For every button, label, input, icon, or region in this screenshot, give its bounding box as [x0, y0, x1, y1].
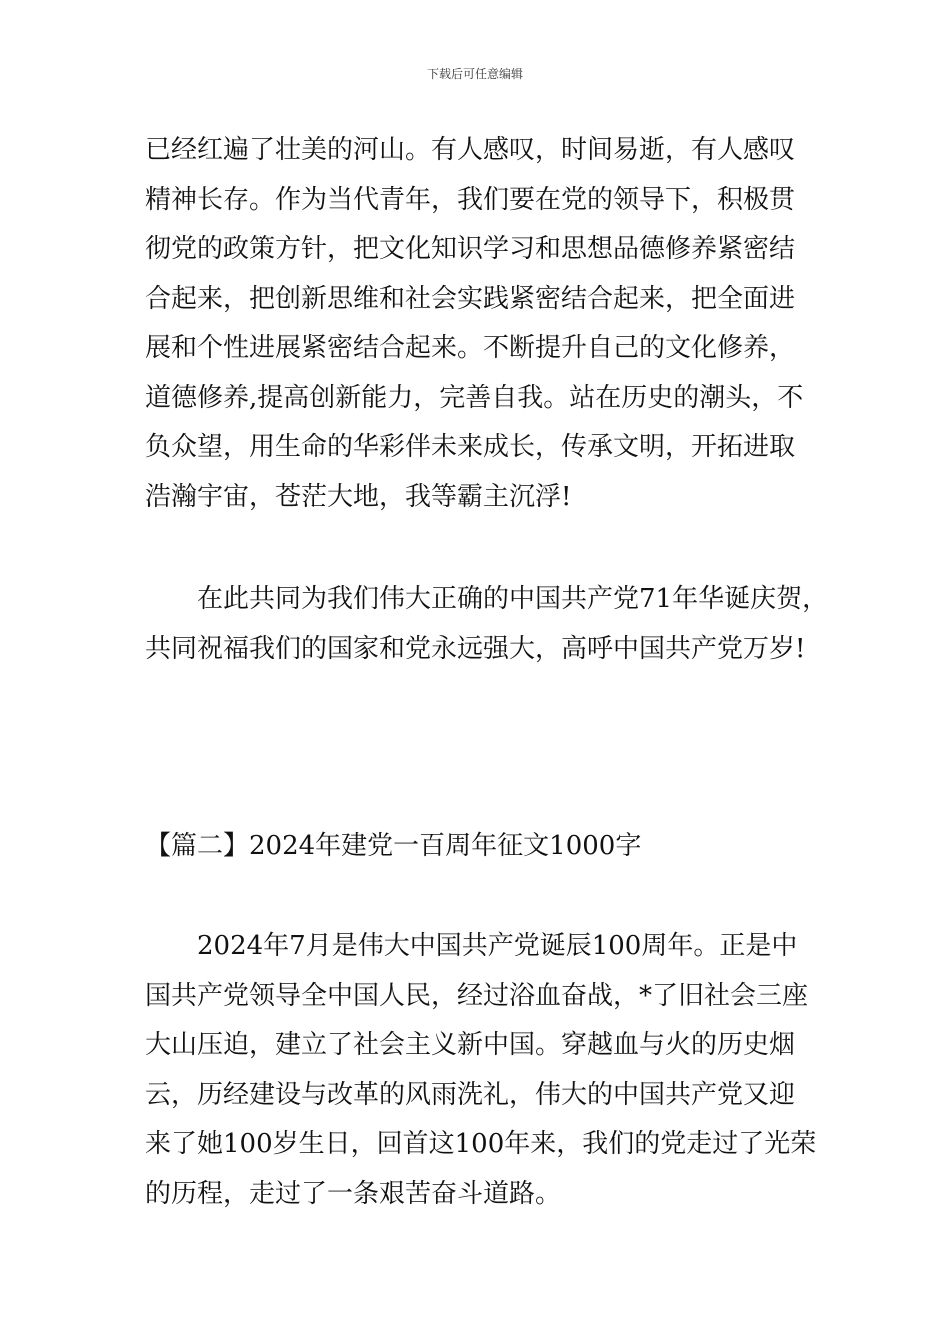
text-line: 共同祝福我们的国家和党永远强大，高呼中国共产党万岁! — [145, 633, 806, 664]
text-line: 已经红遍了壮美的河山。有人感叹，时间易逝，有人感叹 — [145, 135, 796, 165]
page-header-note: 下载后可任意编辑 — [426, 67, 523, 81]
section-heading — [145, 822, 810, 872]
text-line: 2024年7月是伟大中国共产党诞辰100周年。正是中 — [197, 931, 798, 961]
text-line: 展和个性进展紧密结合起来。不断提升自己的文化修养， — [145, 333, 796, 363]
text-line: 精神长存。作为当代青年，我们要在党的领导下，积极贯 — [145, 184, 796, 215]
text-line: 道德修养,提高创新能力，完善自我。站在历史的潮头，不 — [145, 382, 804, 413]
text-line: 在此共同为我们伟大正确的中国共产党71年华诞庆贺， — [197, 584, 829, 614]
text-line: 合起来，把创新思维和社会实践紧密结合起来，把全面进 — [145, 283, 796, 314]
text-line: 国共产党领导全中国人民，经过浴血奋战，*了旧社会三座 — [145, 980, 809, 1011]
text-line: 浩瀚宇宙，苍茫大地，我等霸主沉浮! — [145, 481, 572, 512]
text-line: 负众望，用生命的华彩伴未来成长，传承文明，开拓进取 — [145, 432, 796, 462]
paragraph-continuation — [145, 126, 810, 522]
section-paragraph — [145, 922, 817, 1219]
section-heading-text: 【篇二】2024年建党一百周年征文1000字 — [145, 831, 642, 861]
text-line: 大山压迫，建立了社会主义新中国。穿越血与火的历史烟 — [145, 1030, 796, 1060]
text-line: 的历程，走过了一条艰苦奋斗道路。 — [145, 1178, 562, 1209]
text-line: 来了她100岁生日，回首这100年来，我们的党走过了光荣 — [145, 1129, 817, 1159]
paragraph-closing — [145, 575, 829, 674]
text-line: 云，历经建设与改革的风雨洗礼，伟大的中国共产党又迎 — [145, 1079, 796, 1110]
text-line: 彻党的政策方针，把文化知识学习和思想品德修养紧密结 — [145, 234, 796, 264]
